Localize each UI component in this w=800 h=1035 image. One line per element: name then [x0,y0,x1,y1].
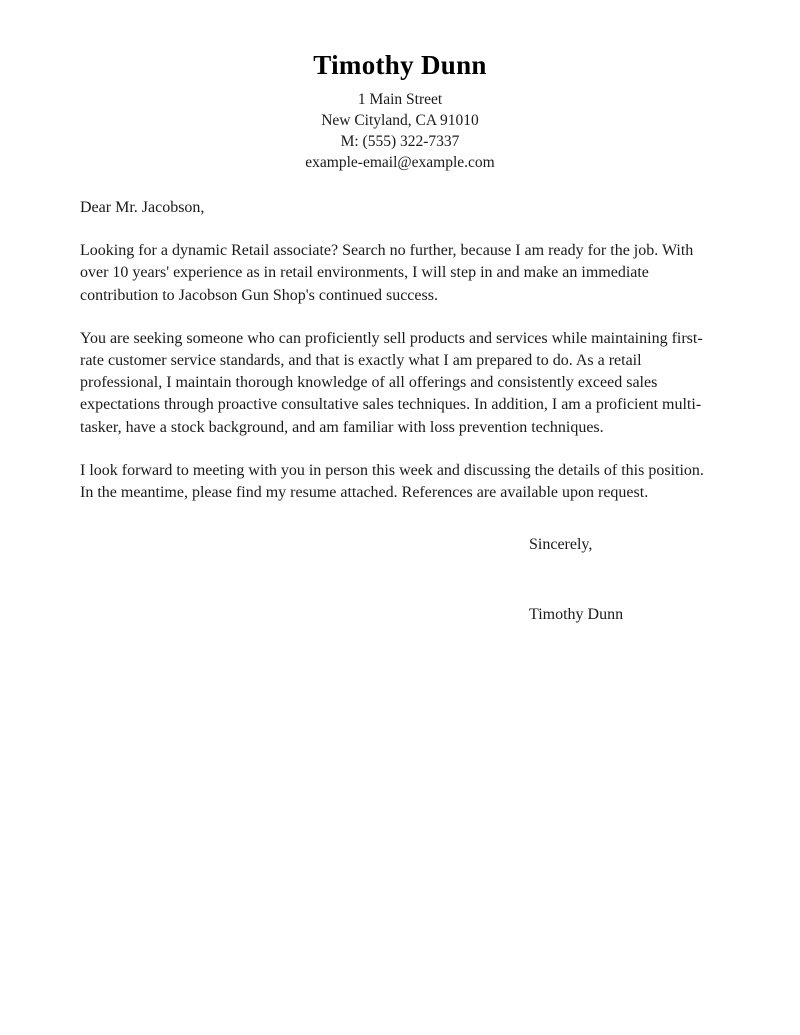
body-paragraph-1: Looking for a dynamic Retail associate? Search no further, because I am ready for the job. With over 10 years' experience as in retail environments, I will step in and make an immediate contribution to Jacobson Gun Shop's continued success. [80,242,694,304]
sender-city-state-zip: New Cityland, CA 91010 [321,112,479,130]
signature-name: Timothy Dunn [529,606,624,624]
paragraph-spacer [80,316,720,328]
signature-block [80,534,720,626]
letterhead [0,0,800,173]
sender-email: example-email@example.com [305,154,495,172]
body-paragraph-2: You are seeking someone who can proficiently sell products and services while maintaining first-rate customer service standards, and that is exactly what I am prepared to do. As a retail professional, I maintain thorough knowledge of all offerings and consistently exceed sales expectations through proactive consultative sales techniques. In addition, I am a proficient multi-tasker, have a stock background, and am familiar with loss prevention techniques. [80,329,703,436]
salutation: Dear Mr. Jacobson, [80,199,205,217]
body-paragraph-3: I look forward to meeting with you in person this week and discussing the details of this position. In the meantime, please find my resume attached. References are available upon request. [80,461,704,502]
sender-phone: M: (555) 322-7337 [340,133,460,151]
paragraph-spacer [80,448,720,460]
paragraph-spacer [80,228,720,240]
closing-salutation: Sincerely, [529,536,593,554]
sender-street-address: 1 Main Street [357,91,443,109]
letter-body [80,173,720,504]
sender-name: Timothy Dunn [313,50,487,80]
